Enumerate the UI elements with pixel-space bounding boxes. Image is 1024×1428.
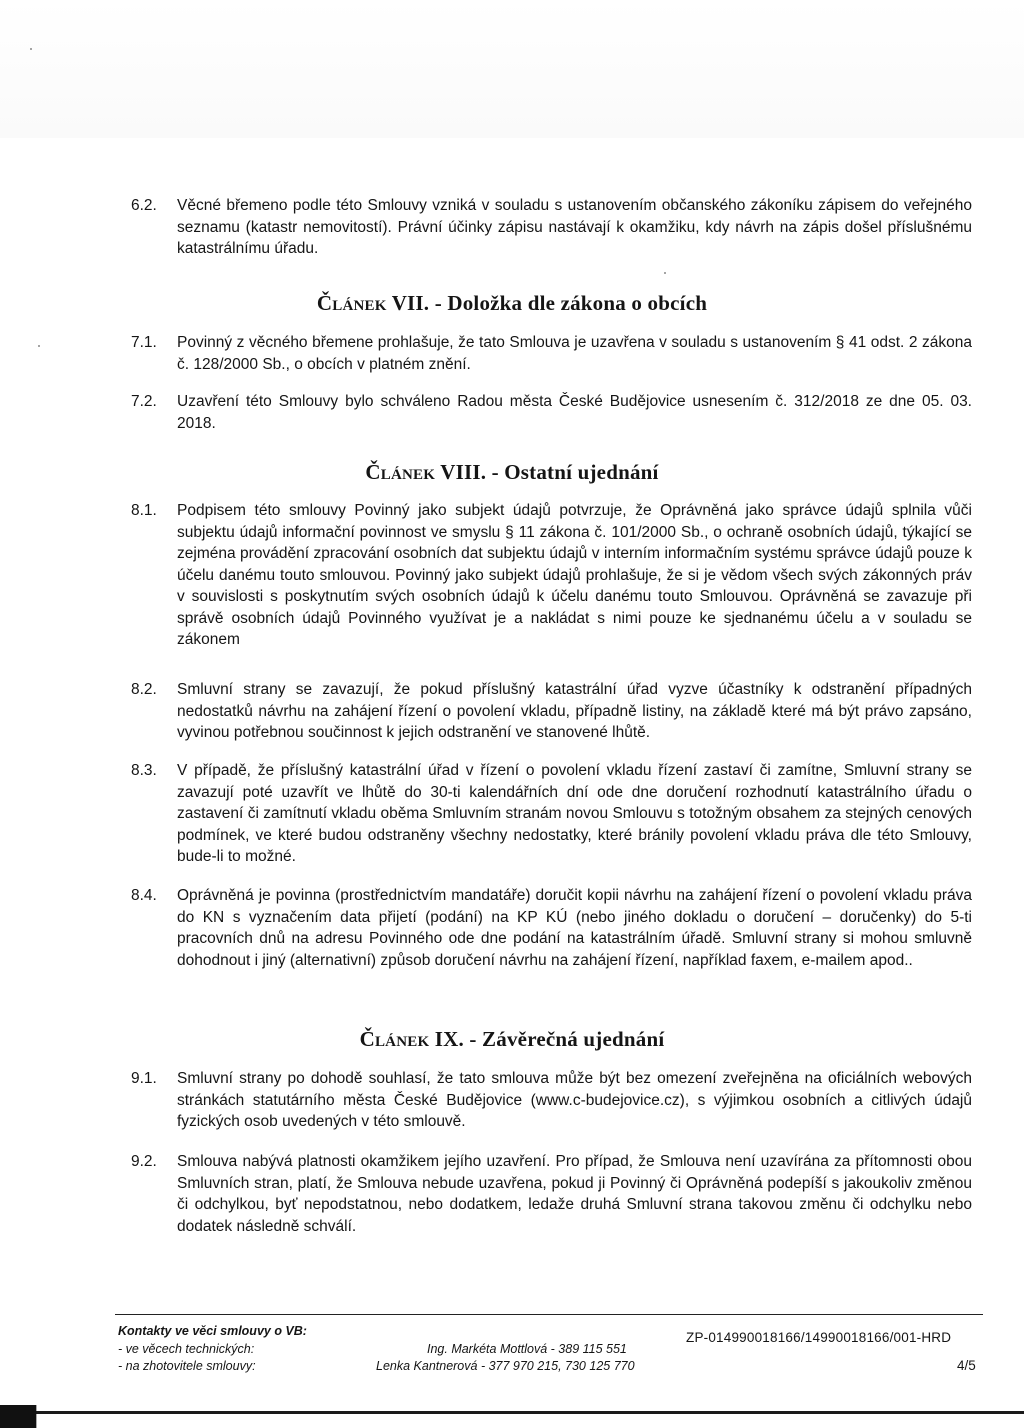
footer-contractor-contact: Lenka Kantnerová - 377 970 215, 730 125 770 bbox=[376, 1359, 635, 1373]
clause-text: Smlouva nabývá platnosti okamžikem jejího uzavření. Pro případ, že Smlouva není uzavírána za přítomnosti obou Smluvních stran, platí, že Smlouva nebude uzavřena, pokud ji Povinný či Oprávněná podepíší s jakoukoliv změnou či odchylkou, byť nepodstatnou, nebo dodatkem, ledaže druhá Smluvní strana takovou změnu či odchylku nebo dodatek následně schválí. bbox=[177, 1153, 972, 1235]
footer-contacts-label: Kontakty ve věci smlouvy o VB: bbox=[118, 1324, 307, 1338]
scan-speck bbox=[30, 48, 32, 50]
clause-text: Uzavření této Smlouvy bylo schváleno Radou města České Budějovice usnesením č. 312/2018 ze dne 05. 03. 2018. bbox=[177, 393, 972, 432]
clause-number: 8.3. bbox=[131, 762, 157, 779]
footer-contractor-label: - na zhotovitele smlouvy: bbox=[118, 1359, 256, 1373]
footer-technical-label: - ve věcech technických: bbox=[118, 1342, 255, 1356]
clause-number: 7.1. bbox=[131, 334, 157, 351]
footer-technical-contact: Ing. Markéta Mottlová - 389 115 551 bbox=[427, 1342, 627, 1356]
article-7-heading bbox=[0, 290, 1024, 316]
footer-reference: ZP-014990018166/14990018166/001-HRD bbox=[686, 1330, 952, 1345]
scan-speck bbox=[38, 345, 40, 347]
clause-text: Podpisem této smlouvy Povinný jako subjekt údajů potvrzuje, že Oprávněná jako správce údajů splnila vůči subjektu údajů informační povinnost ve smyslu § 11 zákona č. 101/2000 Sb., o ochraně osobních údajů, týkající se zejména provádění zpracování osobních dat subjektu údajů v interním informačním systému správce údajů pouze k účelu danému touto smlouvou. Povinný jako subjekt údajů prohlašuje, že si je vědom všech svých zákonných práv v souvislosti s poskytnutím svých osobních údajů k účelu danému touto Smlouvou. Oprávněná se zavazuje při správě osobních údajů Povinného využívat je a nakládat s nimi pouze ke sjednanému účelu a v souladu se zákonem bbox=[177, 502, 972, 648]
clause-text: Povinný z věcného břemene prohlašuje, že tato Smlouva je uzavřena v souladu s ustanovením § 41 odst. 2 zákona č. 128/2000 Sb., o obcích v platném znění. bbox=[177, 334, 972, 373]
footer-divider bbox=[115, 1314, 983, 1315]
clause-number: 6.2. bbox=[131, 197, 157, 214]
clause-number: 8.4. bbox=[131, 887, 157, 904]
clause-text: Oprávněná je povinna (prostřednictvím mandatáře) doručit kopii návrhu na zahájení řízení o povolení vkladu práva do KN s vyznačením data přijetí (podání) na KP KÚ (nebo jiného dokladu o doručení – doručenky) do 5-ti pracovních dnů na adresu Povinného ode dne podání na katastrálním úřadě. Smluvní strany si mohou smluvně dohodnout i jiný (alternativní) způsob doručení návrhu na zahájení řízení, například faxem, e-mailem apod.. bbox=[177, 887, 972, 969]
clause-text: Smluvní strany se zavazují, že pokud příslušný katastrální úřad vyzve účastníky k odstranění případných nedostatků návrhu na zahájení řízení o povolení vkladu, případně listiny, na základě které má být právo zapsáno, vyvinou potřebnou součinnost k jejich odstranění ve stanovené lhůtě. bbox=[177, 681, 972, 741]
clause-number: 9.2. bbox=[131, 1153, 157, 1170]
article-title: IX. - Závěrečná ujednání bbox=[434, 1027, 665, 1051]
article-word: Článek bbox=[359, 1027, 430, 1051]
article-word: Článek bbox=[316, 291, 387, 315]
article-title: VII. - Doložka dle zákona o obcích bbox=[391, 291, 708, 315]
scan-top-margin bbox=[0, 0, 1024, 138]
clause-text: V případě, že příslušný katastrální úřad v řízení o povolení vkladu řízení zastaví či zamítne, Smluvní strany se zavazují poté uzavřít ve lhůtě do 30-ti kalendářních dní ode dne doručení rozhodnutí katastrálního úřadu o zastavení či zamítnutí vkladu oběma Smluvním stranám novou Smlouvu s totožným obsahem za stejných cenových podmínek, ve které budou odstraněny všechny nedostatky, které bránily povolení vkladu práva dle této Smlouvy, bude-li to možné. bbox=[177, 762, 972, 865]
scan-bottom-edge bbox=[0, 1405, 1024, 1428]
article-title: VIII. - Ostatní ujednání bbox=[440, 460, 659, 484]
clause-text: Věcné břemeno podle této Smlouvy vzniká v souladu s ustanovením občanského zákoníku zápisem do veřejného seznamu (katastr nemovitostí). Právní účinky zápisu nastávají k okamžiku, kdy návrh na zápis došel příslušnému katastrálnímu úřadu. bbox=[177, 197, 972, 257]
page-number: 4/5 bbox=[957, 1358, 976, 1373]
article-9-heading bbox=[0, 1026, 1024, 1052]
scan-speck bbox=[664, 272, 666, 274]
clause-number: 8.2. bbox=[131, 681, 157, 698]
clause-number: 8.1. bbox=[131, 502, 157, 519]
article-word: Článek bbox=[365, 460, 436, 484]
clause-number: 9.1. bbox=[131, 1070, 157, 1087]
clause-number: 7.2. bbox=[131, 393, 157, 410]
clause-text: Smluvní strany po dohodě souhlasí, že tato smlouva může být bez omezení zveřejněna na oficiálních webových stránkách statutárního města České Budějovice (www.c-budejovice.cz), s výjimkou osobních a citlivých údajů fyzických osob uvedených v této smlouvě. bbox=[177, 1070, 972, 1130]
article-8-heading bbox=[0, 459, 1024, 485]
